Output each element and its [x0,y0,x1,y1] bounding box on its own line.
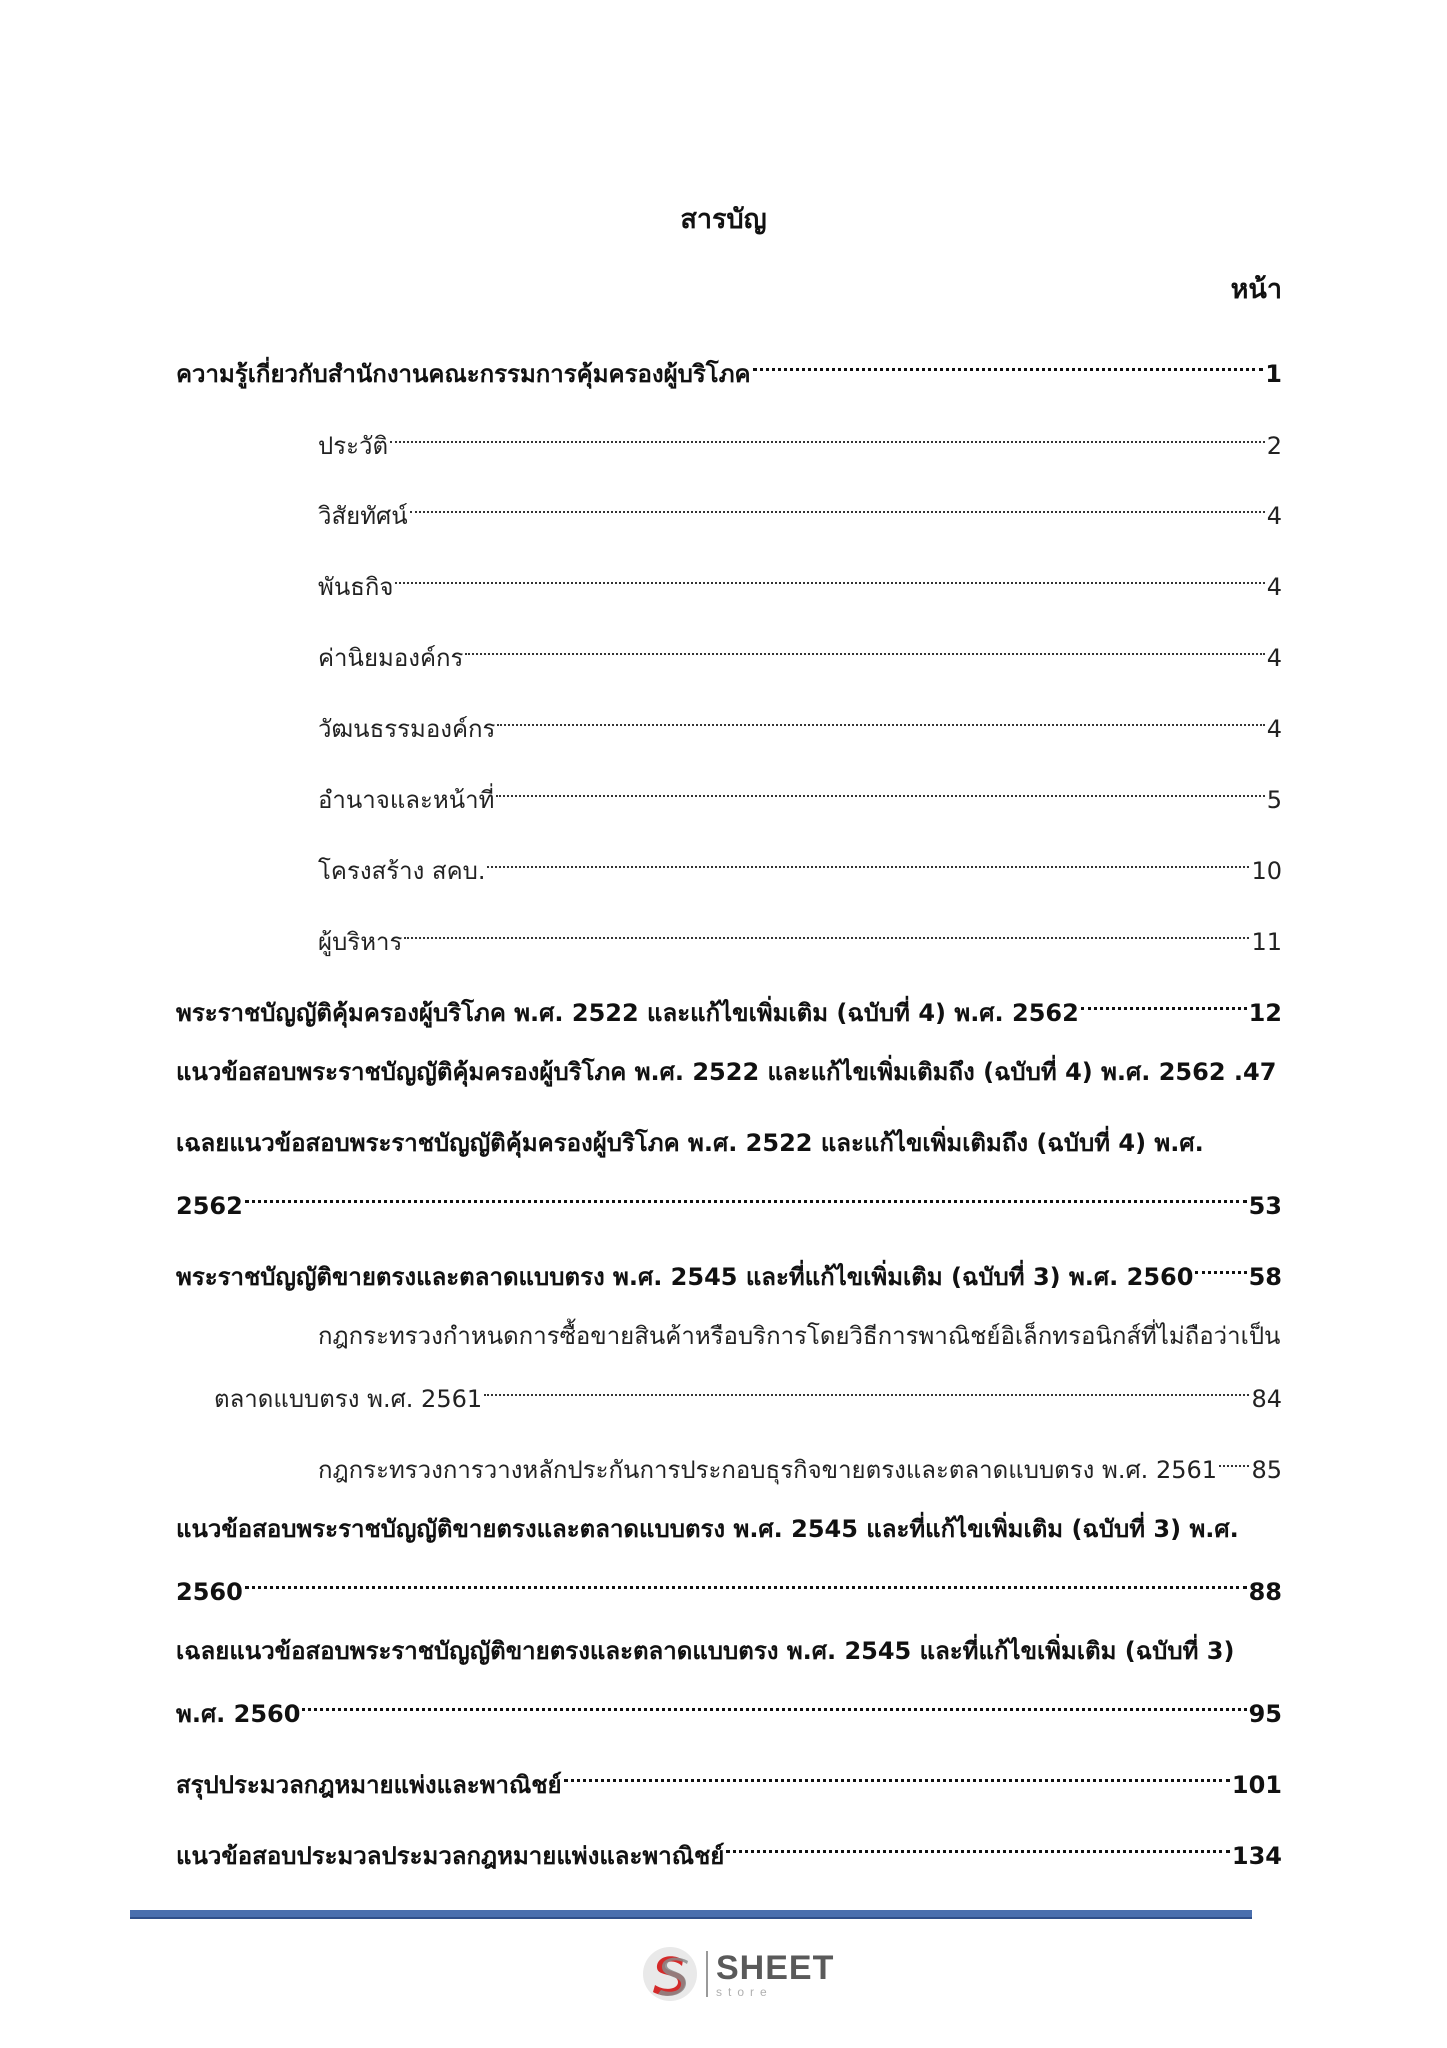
toc-entry[interactable] [176,981,1282,1027]
toc-entry[interactable] [214,1367,1282,1413]
toc-entry[interactable] [318,626,1282,672]
toc-entry-title: วัฒนธรรมองค์กร [318,715,496,743]
dot-leader [302,1682,1246,1722]
dot-leader [497,697,1264,737]
toc-entry-title[interactable]: เฉลยแนวข้อสอบพระราชบัญญัติคุ้มครองผู้บริโภค พ.ศ. 2522 และแก้ไขเพิ่มเติมถึง (ฉบับที่ 4) พ.ศ. [176,1129,1204,1157]
dot-leader [390,414,1265,454]
dot-leader [564,1753,1230,1793]
toc-entry[interactable] [318,697,1282,743]
toc-entry[interactable] [318,555,1282,601]
toc-entry-page: 4 [1266,502,1282,530]
toc-entry-page: 101 [1231,1771,1282,1799]
dot-leader [395,555,1264,595]
dot-leader [1081,981,1247,1021]
toc-entry-title: 2560 [176,1578,243,1606]
toc-entry-page: 5 [1266,786,1282,814]
toc-entry-title: พ.ศ. 2560 [176,1700,301,1728]
toc-entry-title[interactable]: แนวข้อสอบพระราชบัญญัติคุ้มครองผู้บริโภค พ.ศ. 2522 และแก้ไขเพิ่มเติมถึง (ฉบับที่ 4) พ.ศ. 2562 .47 [176,1058,1277,1086]
toc-entry[interactable] [176,342,1282,388]
toc-entry[interactable] [318,484,1282,530]
logo-text [716,1948,835,1999]
toc-entry-title[interactable]: เฉลยแนวข้อสอบพระราชบัญญัติขายตรงและตลาดแบบตรง พ.ศ. 2545 และที่แก้ไขเพิ่มเติม (ฉบับที่ 3) [176,1637,1235,1665]
toc-entry-page: 85 [1251,1456,1282,1484]
sheet-store-logo-icon [640,1944,700,2004]
toc-entry-title: วิสัยทัศน์ [318,502,408,530]
toc-entry-title: โครงสร้าง สคบ. [318,857,486,885]
toc-entry[interactable] [176,1245,1282,1291]
toc-entry[interactable] [176,1174,1282,1220]
dot-leader [487,839,1249,879]
toc-entry-title: แนวข้อสอบประมวลประมวลกฎหมายแพ่งและพาณิชย์ [176,1842,725,1870]
toc-entry-page: 12 [1248,999,1282,1027]
toc-entry[interactable] [176,1824,1282,1870]
dot-leader [753,342,1264,382]
toc-entry-page: 4 [1266,715,1282,743]
toc-entry-page: 134 [1231,1842,1282,1870]
toc-entry-page: 84 [1251,1385,1282,1413]
dot-leader [245,1174,1247,1214]
logo-wordmark: SHEET [716,1948,835,1987]
toc-entry-page: 4 [1266,573,1282,601]
dot-leader [404,910,1249,950]
toc-entry-title: พระราชบัญญัติขายตรงและตลาดแบบตรง พ.ศ. 2545 และที่แก้ไขเพิ่มเติม (ฉบับที่ 3) พ.ศ. 2560 [176,1263,1194,1291]
toc-entry-page: 53 [1248,1192,1282,1220]
toc-entry-title: ผู้บริหาร [318,928,403,956]
toc-entry-page: 10 [1251,857,1282,885]
toc-entry[interactable] [318,839,1282,885]
toc-entry[interactable] [318,414,1282,460]
footer-rule [130,1910,1252,1919]
toc-entry[interactable] [318,910,1282,956]
toc-entry-page: 4 [1266,644,1282,672]
toc-entry-page: 11 [1251,928,1282,956]
toc-entry-title: ความรู้เกี่ยวกับสำนักงานคณะกรรมการคุ้มครองผู้บริโภค [176,360,751,388]
toc-entry-title: พระราชบัญญัติคุ้มครองผู้บริโภค พ.ศ. 2522 และแก้ไขเพิ่มเติม (ฉบับที่ 4) พ.ศ. 2562 [176,999,1079,1027]
sheet-store-logo [640,1942,834,2006]
toc-entry-title[interactable]: กฎกระทรวงกำหนดการซื้อขายสินค้าหรือบริการโดยวิธีการพาณิชย์อิเล็กทรอนิกส์ที่ไม่ถือว่าเป็น [318,1322,1281,1350]
toc-entry-title: กฎกระทรวงการวางหลักประกันการประกอบธุรกิจขายตรงและตลาดแบบตรง พ.ศ. 2561 [318,1456,1218,1484]
dot-leader [726,1824,1230,1864]
toc-entry-title: ตลาดแบบตรง พ.ศ. 2561 [214,1385,483,1413]
toc-entry-title: พันธกิจ [318,573,394,601]
dot-leader [1219,1438,1249,1478]
toc-entry-page: 95 [1248,1700,1282,1728]
toc-entry-title: อำนาจและหน้าที่ [318,786,495,814]
dot-leader [1195,1245,1246,1285]
toc-entry-title: สรุปประมวลกฎหมายแพ่งและพาณิชย์ [176,1771,562,1799]
toc-entry[interactable] [176,1753,1282,1799]
logo-separator [706,1951,708,1997]
toc-entry-title: ประวัติ [318,432,389,460]
toc-entry-title[interactable]: แนวข้อสอบพระราชบัญญัติขายตรงและตลาดแบบตรง พ.ศ. 2545 และที่แก้ไขเพิ่มเติม (ฉบับที่ 3) พ.ศ. [176,1515,1239,1543]
dot-leader [465,626,1264,666]
dot-leader [496,768,1264,808]
dot-leader [245,1560,1247,1600]
toc-entry[interactable] [318,768,1282,814]
page-title: สารบัญ [680,204,767,235]
toc-entry-page: 58 [1248,1263,1282,1291]
toc-entry-page: 1 [1265,360,1282,388]
toc-entry[interactable] [176,1682,1282,1728]
dot-leader [484,1367,1249,1407]
toc-entry-title: ค่านิยมองค์กร [318,644,464,672]
toc-entry-page: 88 [1248,1578,1282,1606]
toc-entry[interactable] [318,1438,1282,1484]
dot-leader [410,484,1265,524]
toc-entry-page: 2 [1266,432,1282,460]
toc-entry-title: 2562 [176,1192,243,1220]
logo-subtext: store [716,1984,773,1999]
page-column-label: หน้า [1230,274,1282,305]
toc-entry[interactable] [176,1560,1282,1606]
